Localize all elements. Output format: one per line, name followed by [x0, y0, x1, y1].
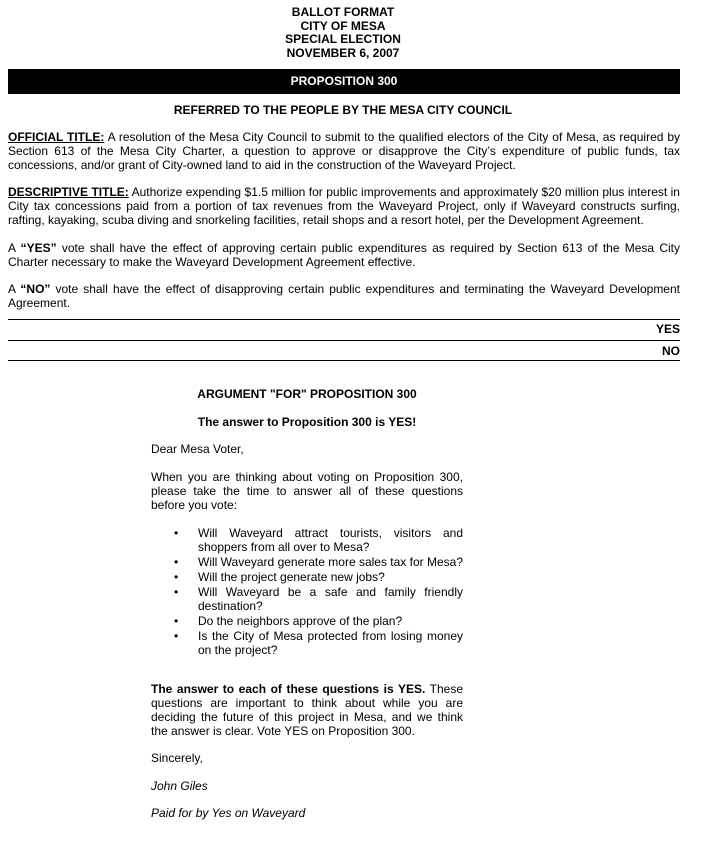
list-item-text: Will the project generate new jobs?	[198, 570, 385, 584]
divider	[8, 340, 680, 341]
yes-effect-paragraph	[8, 241, 680, 269]
no-effect-text: vote shall have the effect of disapproving certain public expenditures and terminating the Waveyard Development Agreement.	[8, 282, 680, 310]
list-item	[151, 629, 463, 657]
question-list	[151, 526, 463, 658]
header-line: NOVEMBER 6, 2007	[286, 45, 400, 60]
bullet-icon: •	[174, 570, 179, 584]
answer-paragraph	[151, 682, 463, 738]
list-item	[151, 555, 463, 569]
yes-effect-vote: “YES”	[20, 241, 57, 255]
header-line: SPECIAL ELECTION	[285, 32, 401, 46]
argument-heading: ARGUMENT "FOR" PROPOSITION 300	[197, 387, 417, 401]
referred-heading: REFERRED TO THE PEOPLE BY THE MESA CITY COUNCIL	[173, 103, 513, 117]
list-item-text: Is the City of Mesa protected from losing money on the project?	[198, 629, 463, 657]
official-title-text: A resolution of the Mesa City Council to submit to the qualified electors of the City of Mesa, as required by Section 613 of the Mesa City Charter, a question to approve or disapprove the City’s expenditure of public funds, tax concessions, and/or grant of City-owned land to aid in the construction of the Waveyard Project.	[8, 130, 680, 172]
divider	[8, 319, 680, 320]
list-item	[151, 585, 463, 613]
list-item-text: Will Waveyard generate more sales tax for Mesa?	[198, 555, 463, 569]
no-effect-paragraph	[8, 282, 680, 310]
header-line: CITY OF MESA	[300, 18, 386, 33]
yes-effect-prefix: A	[8, 241, 21, 255]
paid-for: Paid for by Yes on Waveyard	[151, 806, 306, 820]
yes-option: YES	[655, 322, 680, 336]
answer-text: These questions are important to think about while you are deciding the future of this project in Mesa, and we think the answer is clear. Vote YES on Proposition 300.	[151, 682, 464, 738]
intro-paragraph: When you are thinking about voting on Proposition 300, please take the time to answer all of these questions before you vote:	[151, 470, 463, 512]
descriptive-title-text: Authorize expending $1.5 million for public improvements and approximately $20 million plus interest in City tax concessions paid from a portion of tax revenues from the Waveyard Project, only if Waveyard constructs surfing, rafting, kayaking, scuba diving and snorkeling facilities, retail shops and a resort hotel, per the Development Agreement.	[8, 185, 680, 227]
list-item	[151, 570, 463, 584]
closing: Sincerely,	[151, 751, 203, 765]
official-title-label: OFFICIAL TITLE:	[8, 130, 105, 144]
argument-subheading: The answer to Proposition 300 is YES!	[197, 415, 417, 429]
bullet-icon: •	[174, 526, 179, 540]
bullet-icon: •	[174, 585, 179, 599]
proposition-bar: PROPOSITION 300	[8, 69, 680, 94]
ballot-header	[0, 6, 686, 60]
salutation: Dear Mesa Voter,	[151, 442, 244, 456]
bullet-icon: •	[174, 614, 179, 628]
no-option: NO	[662, 344, 680, 358]
yes-effect-text: vote shall have the effect of approving certain public expenditures as required by Section 613 of the Mesa City Charter necessary to make the Waveyard Development Agreement effective.	[8, 241, 680, 269]
descriptive-title-paragraph	[8, 185, 680, 227]
list-item	[151, 526, 463, 554]
no-effect-vote: “NO”	[20, 282, 51, 296]
official-title-paragraph	[8, 130, 680, 172]
descriptive-title-label: DESCRIPTIVE TITLE:	[8, 185, 129, 199]
header-line: BALLOT FORMAT	[291, 5, 395, 19]
divider	[8, 360, 680, 361]
list-item-text: Will Waveyard be a safe and family friendly destination?	[198, 585, 463, 613]
bullet-icon: •	[174, 555, 179, 569]
signer: John Giles	[151, 779, 208, 793]
answer-bold: The answer to each of these questions is YES.	[151, 682, 426, 696]
list-item-text: Do the neighbors approve of the plan?	[198, 614, 403, 628]
list-item	[151, 614, 463, 628]
list-item-text: Will Waveyard attract tourists, visitors and shoppers from all over to Mesa?	[198, 526, 463, 554]
no-effect-prefix: A	[8, 282, 21, 296]
bullet-icon: •	[174, 629, 179, 643]
